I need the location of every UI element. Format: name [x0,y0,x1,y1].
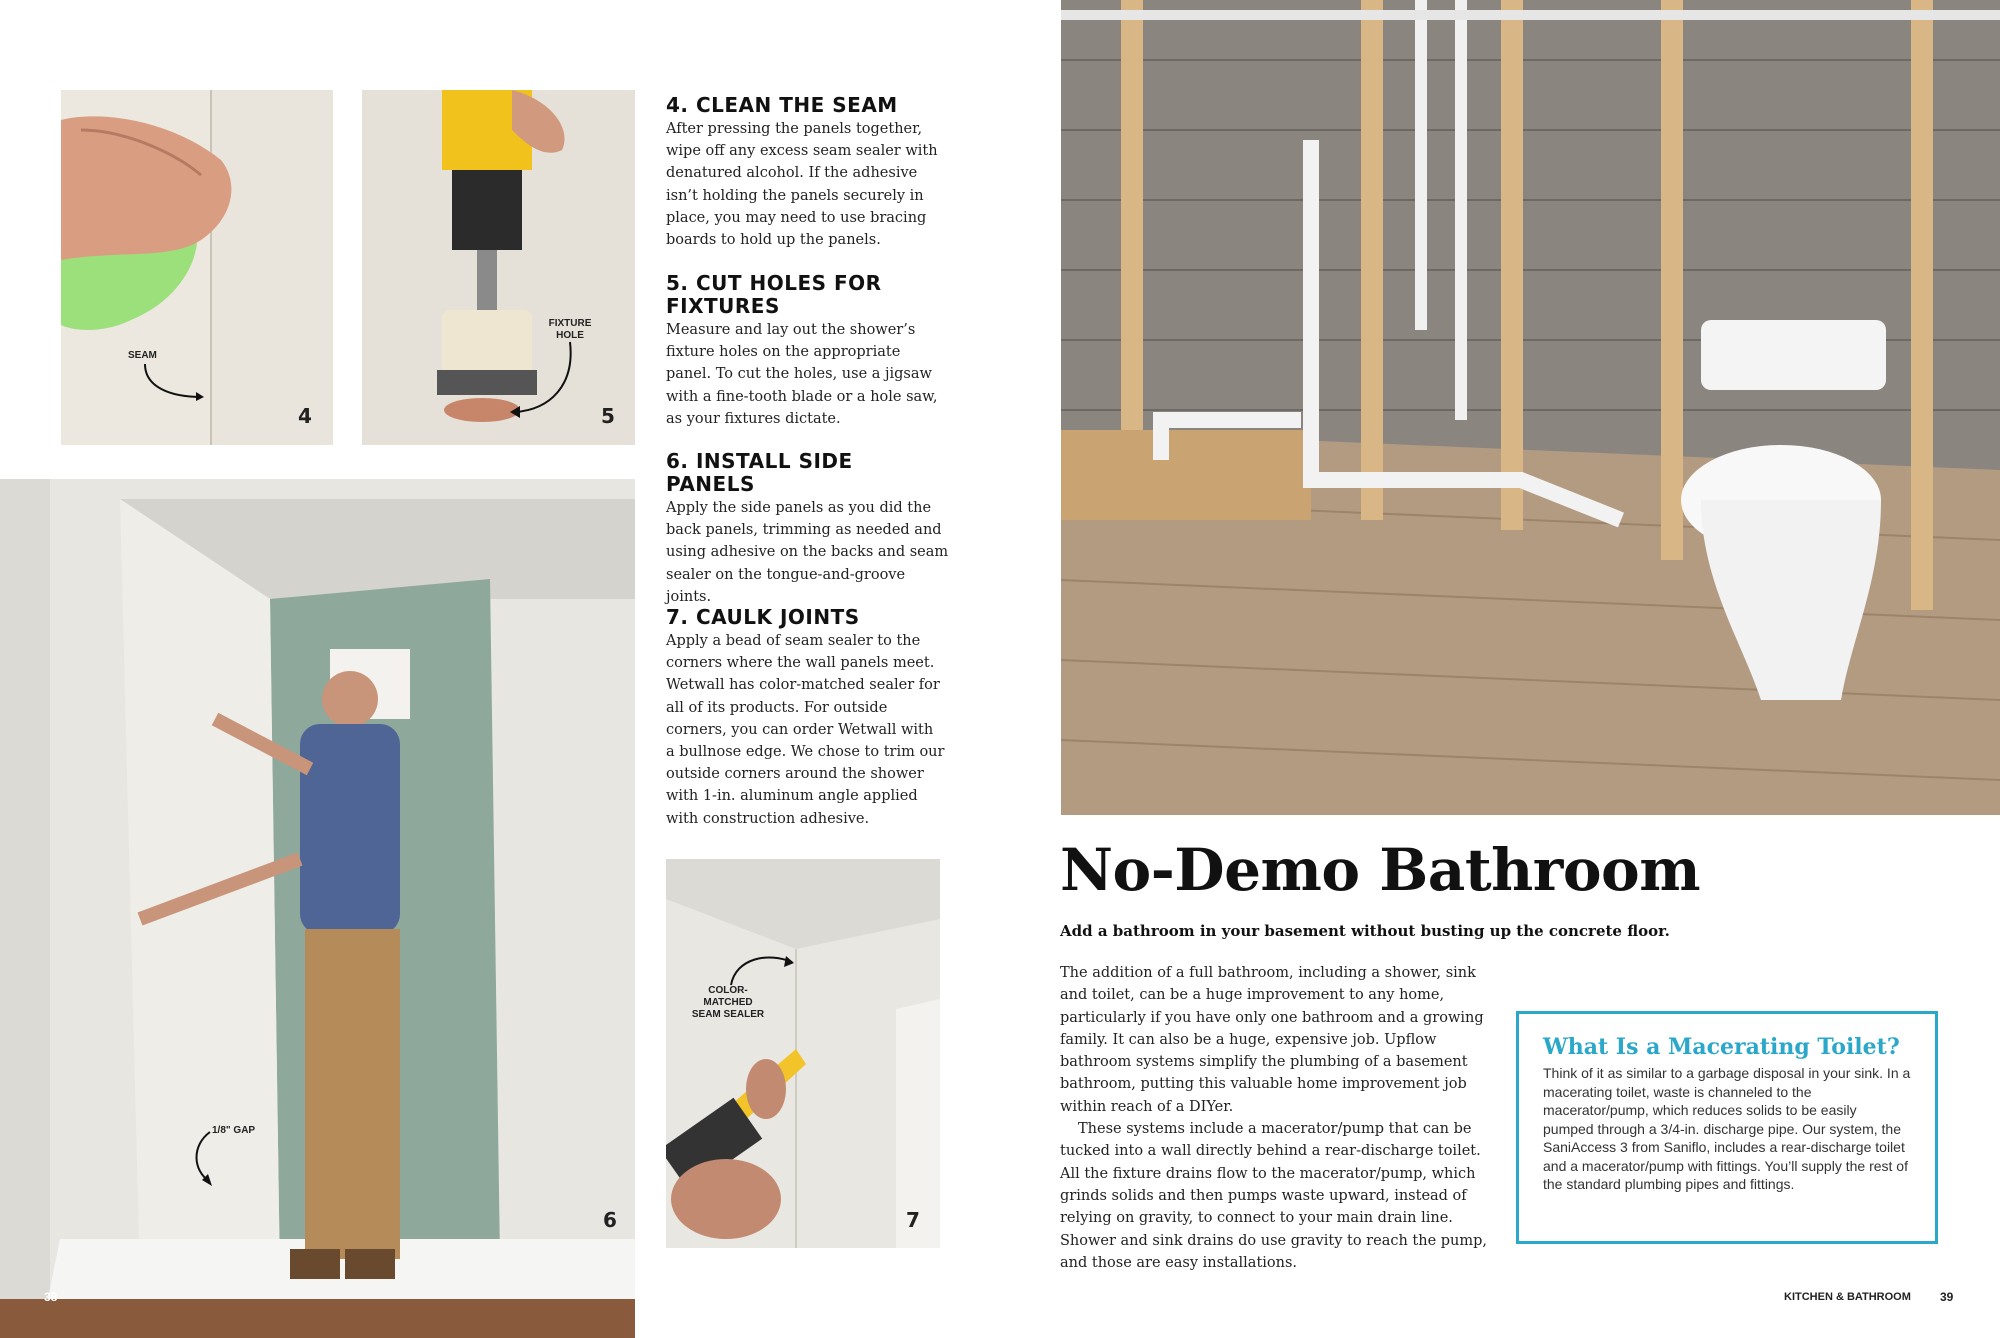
step-6 [666,449,949,608]
section-label: KITCHEN & BATHROOM [1784,1291,1911,1303]
photo-step-number: 5 [601,404,615,428]
step-5 [666,271,938,430]
callout-arrow-fixture-hole [500,340,580,420]
step-6-text: Apply the side panels as you did the back panels, trimming as needed and using adhesive on the backs and seam sealer on the tongue-and-groove joints. [666,500,949,605]
photo-step-7 [666,859,940,1248]
article-deck: Add a bathroom in your basement without busting up the concrete floor. [1060,922,1670,940]
callout-seam: SEAM [128,350,157,361]
step-7-text: Apply a bead of seam sealer to the corners where the wall panels meet. Wetwall has color-matched sealer for all of its products. For outside corners, you can order Wetwall with a bullnose edge. We chose to trim our outside corners around the shower with 1-in. aluminum angle applied with construction adhesive. [666,633,945,827]
step-7-title: 7. CAULK JOINTS [666,605,860,629]
callout-fixture-hole: FIXTURE HOLE [548,318,592,341]
sidebar-box-macerating-toilet [1516,1011,1938,1244]
photo-step-number: 6 [603,1208,617,1232]
callout-arrow-seam [140,362,210,402]
article-body [1060,962,1490,1274]
body-paragraph: The addition of a full bathroom, including a shower, sink and toilet, can be a huge improvement to any home, particularly if you have only one bathroom and a growing family. It can also be a huge, expensive job. Upflow bathroom systems simplify the plumbing of a basement bathroom, putting this valuable home improvement job within reach of a DIYer. [1060,965,1484,1115]
sidebar-title: What Is a Macerating Toilet? [1543,1034,1900,1060]
body-paragraph: These systems include a macerator/pump that can be tucked into a wall directly behind a rear-discharge toilet. All the fixture drains flow to the macerator/pump, which grinds solids and then pumps waste upward, instead of relying on gravity, to connect to your main drain line. Shower and sink drains do use gravity to reach the pump, and those are easy installations. [1060,1121,1488,1271]
callout-gap: 1/8" GAP [212,1125,256,1136]
page-number-left: 38 [44,1290,58,1304]
page-number-right: 39 [1940,1290,1954,1304]
callout-arrow-seam-sealer [728,950,798,990]
callout-arrow-gap [190,1130,230,1190]
step-4 [666,94,946,251]
photo-step-6 [0,479,635,1338]
photo-step-number: 7 [906,1208,920,1232]
photo-step-number: 4 [298,404,312,428]
hero-photo-basement-bathroom [1061,0,2000,815]
article-title: No-Demo Bathroom [1060,836,1701,904]
sidebar-text: Think of it as similar to a garbage disposal in your sink. In a macerating toilet, waste is channeled to the macerator/pump, which reduces solids to be easily pumped through a 3/4-in. discharge pipe. Our system, the SaniAccess 3 from Saniflo, includes a rear-discharge toilet and a macerator/pump with fittings. You’ll supply the rest of the standard plumbing pipes and fittings. [1543,1065,1911,1192]
step-4-text: After pressing the panels together, wipe off any excess seam sealer with denatured alcohol. If the adhesive isn’t holding the panels securely in place, you may need to use bracing boards to hold up the panels. [666,121,938,249]
step-4-title: 4. CLEAN THE SEAM [666,93,898,117]
photo-step-5 [362,90,635,445]
step-5-text: Measure and lay out the shower’s fixture holes on the appropriate panel. To cut the holes, use a jigsaw with a fine-tooth blade or a hole saw, as your fixtures dictate. [666,322,938,427]
step-5-title: 5. CUT HOLES FOR FIXTURES [666,271,882,318]
callout-seam-sealer: COLOR-MATCHED SEAM SEALER [691,985,765,1020]
step-6-title: 6. INSTALL SIDE PANELS [666,449,853,496]
step-7 [666,606,946,830]
